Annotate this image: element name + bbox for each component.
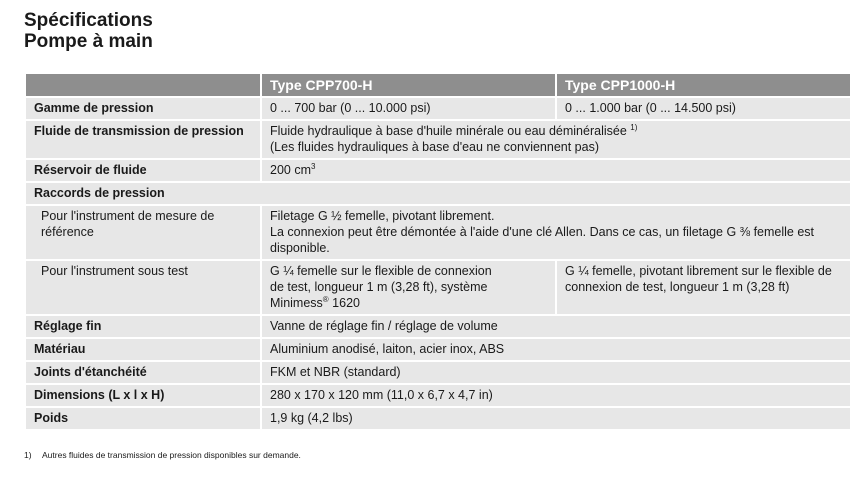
row-label: Joints d'étanchéité (25, 361, 261, 384)
page-heading (24, 10, 153, 52)
row-fluid (25, 120, 851, 159)
fluid-line-2: (Les fluides hydrauliques à base d'eau ne conviennent pas) (270, 140, 599, 154)
row-label: Réservoir de fluide (25, 159, 261, 182)
specifications-table (24, 72, 852, 431)
page-title: Spécifications (24, 10, 153, 31)
cell-cpp1000: 0 ... 1.000 bar (0 ... 14.500 psi) (556, 97, 851, 120)
reference-line-1: Filetage G ½ femelle, pivotant librement. (270, 209, 495, 223)
footnote-mark: 1) (24, 450, 32, 460)
reference-line-2: La connexion peut être démontée à l'aide d'une clé Allen. Dans ce cas, un filetage G ⅜ femelle est disponible. (270, 225, 815, 255)
row-label: Matériau (25, 338, 261, 361)
row-label: Gamme de pression (25, 97, 261, 120)
test-line-2: de test, longueur 1 m (3,28 ft), système (270, 280, 488, 294)
fluid-text: Fluide hydraulique à base d'huile minérale ou eau déminéralisée (270, 124, 627, 138)
row-weight (25, 407, 851, 430)
cell-shared: Aluminium anodisé, laiton, acier inox, ABS (261, 338, 851, 361)
cell-shared: 280 x 170 x 120 mm (11,0 x 6,7 x 4,7 in) (261, 384, 851, 407)
test-line-3 (270, 295, 547, 311)
row-reservoir (25, 159, 851, 182)
cell-shared (261, 205, 851, 260)
row-test-instrument (25, 260, 851, 315)
row-label: Dimensions (L x l x H) (25, 384, 261, 407)
reservoir-value: 200 cm (270, 163, 311, 177)
row-label: Poids (25, 407, 261, 430)
test-line-1: G ¼ femelle sur le flexible de connexion (270, 264, 492, 278)
minimess-text: Minimess (270, 296, 323, 310)
cell-cpp1000: G ¼ femelle, pivotant librement sur le flexible de connexion de test, longueur 1 m (3,28 ft) (556, 260, 851, 315)
footnote-text: Autres fluides de transmission de pression disponibles sur demande. (42, 450, 301, 460)
cell-shared (261, 159, 851, 182)
cell-shared: Vanne de réglage fin / réglage de volume (261, 315, 851, 338)
table-header-row (25, 73, 851, 97)
fluid-line-1 (270, 123, 842, 139)
cell-cpp700 (261, 260, 556, 315)
footnote (24, 450, 301, 460)
unit-exponent: 3 (311, 161, 316, 171)
row-dimensions (25, 384, 851, 407)
row-label: Raccords de pression (25, 182, 851, 205)
row-label: Fluide de transmission de pression (25, 120, 261, 159)
cell-shared: FKM et NBR (standard) (261, 361, 851, 384)
row-pressure-range (25, 97, 851, 120)
header-corner-cell (25, 73, 261, 97)
cell-shared (261, 120, 851, 159)
page-subtitle: Pompe à main (24, 31, 153, 52)
row-sublabel: Pour l'instrument sous test (25, 260, 261, 315)
column-header-cpp700: Type CPP700-H (261, 73, 556, 97)
footnote-ref: 1) (630, 122, 638, 132)
column-header-cpp1000: Type CPP1000-H (556, 73, 851, 97)
row-seals (25, 361, 851, 384)
minimess-model: 1620 (328, 296, 360, 310)
row-material (25, 338, 851, 361)
row-connections (25, 182, 851, 205)
row-label: Réglage fin (25, 315, 261, 338)
row-sublabel: Pour l'instrument de mesure de référence (25, 205, 261, 260)
row-reference-instrument (25, 205, 851, 260)
cell-shared: 1,9 kg (4,2 lbs) (261, 407, 851, 430)
row-fine-adjustment (25, 315, 851, 338)
cell-cpp700: 0 ... 700 bar (0 ... 10.000 psi) (261, 97, 556, 120)
registered-mark: ® (322, 294, 329, 304)
